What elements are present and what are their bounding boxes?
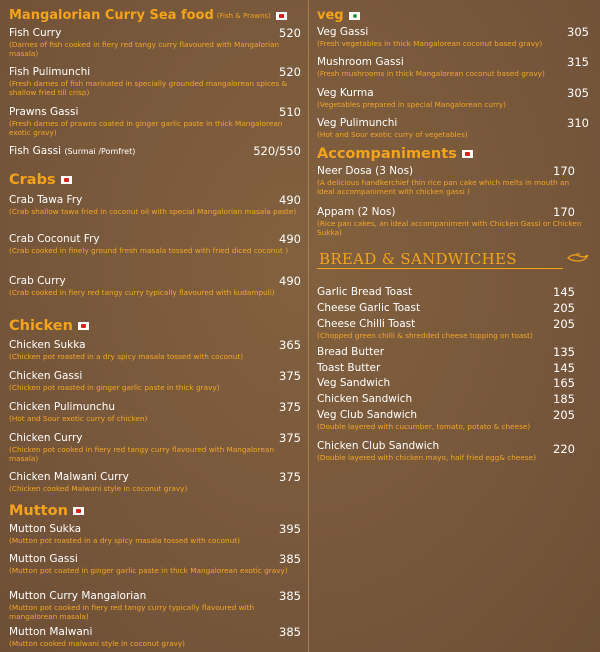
menu-item bbox=[317, 165, 589, 196]
item-price: 170 bbox=[553, 164, 575, 178]
item-name: Chicken Club Sandwich bbox=[317, 440, 440, 452]
item-description: (Crab cooked in fiery red tangy curry typically flavoured with kudampuli) bbox=[9, 288, 275, 297]
item-price: 385 bbox=[279, 589, 301, 603]
item-name: Fish Pulimunchi bbox=[9, 66, 91, 78]
item-description: (Mutton pot coated in ginger garlic paste in thick Mangalorean exotic gravy) bbox=[9, 566, 288, 575]
item-price: 395 bbox=[279, 522, 301, 536]
menu-item bbox=[317, 362, 589, 374]
menu-item bbox=[9, 194, 301, 216]
section-title-bread-sandwiches: BREAD & SANDWICHES bbox=[319, 250, 517, 268]
item-price: 375 bbox=[279, 470, 301, 484]
item-name: Toast Butter bbox=[317, 362, 381, 374]
menu-item bbox=[9, 590, 301, 621]
item-price: 375 bbox=[279, 369, 301, 383]
item-description: (Crab cooked in finely ground fresh masala tossed with fried diced coconut ) bbox=[9, 246, 289, 255]
menu-item bbox=[317, 318, 589, 340]
menu-item bbox=[317, 409, 589, 431]
item-price: 365 bbox=[279, 338, 301, 352]
item-description: (Chicken cooked Malwani style in coconut gravy) bbox=[9, 484, 188, 493]
menu-item bbox=[9, 106, 301, 137]
item-name: Mutton Malwani bbox=[9, 626, 93, 638]
menu-item bbox=[9, 626, 301, 648]
item-description: (Hot and Sour exotic curry of chicken) bbox=[9, 414, 148, 423]
item-name: Bread Butter bbox=[317, 346, 385, 358]
item-price: 375 bbox=[279, 431, 301, 445]
section-title-sea-food: Mangalorian Curry Sea food (Fish & Prawns) bbox=[9, 8, 287, 23]
item-name: Mutton Sukka bbox=[9, 523, 82, 535]
menu-item bbox=[317, 206, 589, 237]
item-description: (Vegetables prepared in special Mangalorean curry) bbox=[317, 100, 506, 109]
item-price: 205 bbox=[553, 408, 575, 422]
item-description: (Fresh vegetables in thick Mangalorean coconut based gravy) bbox=[317, 39, 543, 48]
item-name: Veg Gassi bbox=[317, 26, 369, 38]
menu-item bbox=[9, 523, 301, 545]
menu-item bbox=[9, 370, 301, 392]
item-price: 205 bbox=[553, 301, 575, 315]
section-title-mutton: Mutton bbox=[9, 503, 84, 519]
item-name: Mutton Curry Mangalorian bbox=[9, 590, 147, 602]
item-name: Veg Sandwich bbox=[317, 377, 391, 389]
item-price: 220 bbox=[553, 442, 575, 456]
item-name: Chicken Gassi bbox=[9, 370, 83, 382]
menu-item bbox=[317, 286, 589, 298]
menu-item bbox=[317, 393, 589, 405]
item-name: Chicken Sukka bbox=[9, 339, 86, 351]
menu-item bbox=[317, 440, 589, 462]
item-description: (Darnes of fish cooked in fiery red tangy curry flavoured with Mangalorian masala) bbox=[9, 40, 280, 58]
menu-item bbox=[9, 233, 301, 255]
menu-item bbox=[9, 145, 301, 158]
menu-item bbox=[9, 66, 301, 97]
item-name: Chicken Pulimunchu bbox=[9, 401, 116, 413]
item-price: 520/550 bbox=[253, 144, 301, 158]
menu-item bbox=[9, 339, 301, 361]
item-name: Fish Curry bbox=[9, 27, 62, 39]
item-description: (Double layered with chicken mayo, half fried egg& cheese) bbox=[317, 453, 537, 462]
item-price: 520 bbox=[279, 65, 301, 79]
menu-item bbox=[317, 302, 589, 314]
item-price: 205 bbox=[553, 317, 575, 331]
nonveg-icon bbox=[276, 12, 287, 20]
item-name: Chicken Curry bbox=[9, 432, 83, 444]
item-price: 135 bbox=[553, 345, 575, 359]
menu-item bbox=[9, 553, 301, 575]
item-name: Fish Gassi (Surmai /Pomfret) bbox=[9, 145, 136, 157]
item-name: Crab Tawa Fry bbox=[9, 194, 83, 206]
item-name: Neer Dosa (3 Nos) bbox=[317, 165, 414, 177]
section-title-veg: veg bbox=[317, 8, 360, 23]
item-price: 165 bbox=[553, 376, 575, 390]
item-name: Cheese Garlic Toast bbox=[317, 302, 421, 314]
item-price: 170 bbox=[553, 205, 575, 219]
item-name: Chicken Malwani Curry bbox=[9, 471, 129, 483]
item-name: Mutton Gassi bbox=[9, 553, 78, 565]
item-price: 315 bbox=[567, 55, 589, 69]
item-description: (Fresh darnes of prawns coated in ginger garlic paste in thick Mangalorean exotic gravy) bbox=[9, 119, 283, 137]
item-description: (Chopped green chilli & shredded cheese topping on toast) bbox=[317, 331, 533, 340]
item-price: 510 bbox=[279, 105, 301, 119]
item-description: (A delicious handkerchief thin rice pan cake which melts in mouth an ideal accompaniment with chicken gassi ) bbox=[317, 178, 570, 196]
veg-icon bbox=[349, 12, 360, 20]
item-description: (Double layered with cucumber, tomato, potato & cheese) bbox=[317, 422, 531, 431]
item-price: 310 bbox=[567, 116, 589, 130]
item-price: 385 bbox=[279, 552, 301, 566]
menu-item bbox=[9, 275, 301, 297]
item-price: 305 bbox=[567, 25, 589, 39]
item-description: (Fresh mushrooms in thick Mangalorean coconut based gravy) bbox=[317, 69, 545, 78]
item-name: Garlic Bread Toast bbox=[317, 286, 413, 298]
item-name: Crab Curry bbox=[9, 275, 66, 287]
item-description: (Hot and Sour exotic curry of vegetables) bbox=[317, 130, 468, 139]
menu-item bbox=[317, 87, 589, 109]
menu-item bbox=[317, 117, 589, 139]
item-description: (Chicken pot roasted in ginger garlic paste in thick gravy) bbox=[9, 383, 220, 392]
item-description: (Mutton pot roasted in a dry spicy masala tossed with coconut) bbox=[9, 536, 240, 545]
item-name: Cheese Chilli Toast bbox=[317, 318, 416, 330]
column-divider bbox=[308, 0, 309, 652]
item-price: 490 bbox=[279, 232, 301, 246]
section-title-crabs: Crabs bbox=[9, 172, 72, 188]
item-name: Veg Pulimunchi bbox=[317, 117, 398, 129]
nonveg-icon bbox=[73, 507, 84, 515]
item-name: Veg Kurma bbox=[317, 87, 374, 99]
item-price: 145 bbox=[553, 361, 575, 375]
item-name: Mushroom Gassi bbox=[317, 56, 404, 68]
nonveg-icon bbox=[462, 150, 473, 158]
menu-item bbox=[9, 471, 301, 493]
menu-item bbox=[9, 27, 301, 58]
nonveg-icon bbox=[61, 176, 72, 184]
item-description: (Crab shallow tawa fried in coconut oil with special Mangalorian masala paste) bbox=[9, 207, 297, 216]
heading-underline bbox=[317, 268, 563, 269]
item-price: 145 bbox=[553, 285, 575, 299]
item-price: 375 bbox=[279, 400, 301, 414]
item-name: Appam (2 Nos) bbox=[317, 206, 396, 218]
item-price: 305 bbox=[567, 86, 589, 100]
item-name: Crab Coconut Fry bbox=[9, 233, 100, 245]
item-name: Veg Club Sandwich bbox=[317, 409, 418, 421]
item-description: (Fresh darnes of fish marinated in specially grounded mangalorean spices & shallow fried till crisp) bbox=[9, 79, 288, 97]
item-price: 385 bbox=[279, 625, 301, 639]
menu-item bbox=[9, 432, 301, 463]
menu-item bbox=[317, 26, 589, 48]
item-price: 185 bbox=[553, 392, 575, 406]
menu-item bbox=[9, 401, 301, 423]
item-price: 490 bbox=[279, 193, 301, 207]
item-description: (Chicken pot cooked in fiery red tangy curry flavoured with Mangalorean masala) bbox=[9, 445, 274, 463]
menu-item bbox=[317, 377, 589, 389]
item-description: (Mutton pot cooked in fiery red tangy curry typically flavoured with mangalorean masala) bbox=[9, 603, 255, 621]
item-price: 490 bbox=[279, 274, 301, 288]
item-price: 520 bbox=[279, 26, 301, 40]
lamp-icon bbox=[567, 252, 589, 264]
item-name: Chicken Sandwich bbox=[317, 393, 413, 405]
item-description: (Rice pan cakes, an ideal accompaniment with Chicken Gassi or Chicken Sukka) bbox=[317, 219, 582, 237]
item-name: Prawns Gassi bbox=[9, 106, 79, 118]
nonveg-icon bbox=[78, 322, 89, 330]
menu-item bbox=[317, 56, 589, 78]
section-title-chicken: Chicken bbox=[9, 318, 89, 334]
menu-item bbox=[317, 346, 589, 358]
item-description: (Mutton cooked malwani style in coconut gravy) bbox=[9, 639, 186, 648]
item-description: (Chicken pot roasted in a dry spicy masala tossed with coconut) bbox=[9, 352, 244, 361]
section-title-accompaniments: Accompaniments bbox=[317, 146, 473, 162]
